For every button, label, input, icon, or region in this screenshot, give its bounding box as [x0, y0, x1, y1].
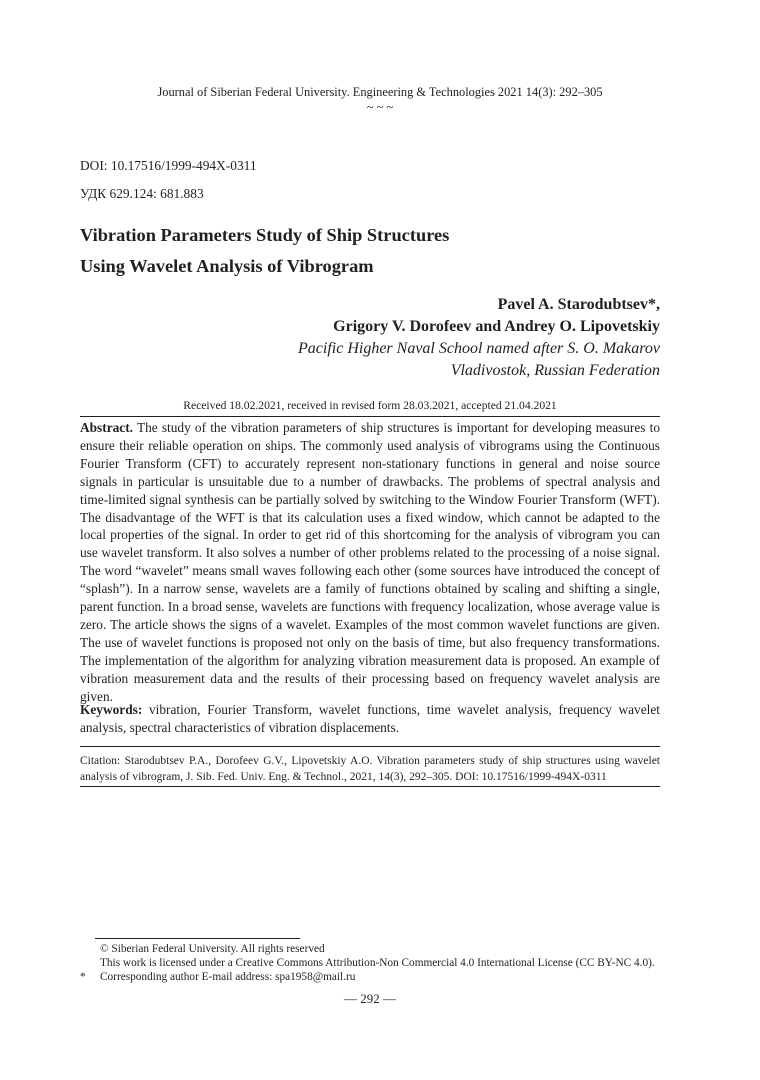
- paper-title-line-2: Using Wavelet Analysis of Vibrogram: [80, 256, 374, 276]
- authors-block: [80, 294, 660, 382]
- authors-line-2: Grigory V. Dorofeev and Andrey O. Lipovetskiy: [333, 318, 660, 335]
- received-dates: Received 18.02.2021, received in revised form 28.03.2021, accepted 21.04.2021: [183, 399, 557, 412]
- footnote-corresponding: Corresponding author E-mail address: spa1958@mail.ru: [100, 971, 356, 983]
- keywords-text: vibration, Fourier Transform, wavelet functions, time wavelet analysis, frequency wavelet analysis, spectral characteristics of vibration displacements.: [80, 702, 660, 735]
- udk: УДК 629.124: 681.883: [80, 186, 204, 201]
- paper-title-line-1: Vibration Parameters Study of Ship Structures: [80, 225, 450, 245]
- abstract-label: Abstract.: [80, 420, 133, 435]
- rule-top: [80, 416, 660, 417]
- footnote-rule: [95, 938, 300, 939]
- abstract-text: The study of the vibration parameters of ship structures is important for developing measures to ensure their reliable operation on ships. The commonly used analysis of vibrograms using the Continuous Fourier Transform (CFT) to accurately represent non-stationary functions in general and noise source signals in particular is unsuitable due to a number of drawbacks. The problems of spectral analysis and time-limited signal synthesis can be partially solved by switching to the Window Fourier Transform (WFT). The disadvantage of the WFT is that its calculation uses a fixed window, which cannot be adapted to the local properties of the signal. In order to get rid of this shortcoming for the analysis of vibrogram you can use wavelet transform. It also solves a number of other problems related to the processing of a noise signal. The word “wavelet” means small waves following each other (some sources have introduced the concept of “splash”). In a narrow sense, wavelets are a family of functions obtained by scaling and shifting a single, parent function. In a broad sense, wavelets are functions with frequency localization, whose average value is zero. The article shows the signs of a wavelet. Examples of the most common wavelet functions are given. The use of wavelet functions is proposed not only on the basis of time, but also frequency transformations. The implementation of the algorithm for analyzing vibration measurement data is proposed. An example of vibration measurement data and the results of their processing based on frequency wavelet analysis are given.: [80, 420, 660, 704]
- citation: Citation: Starodubtsev P.A., Dorofeev G.V., Lipovetskiy A.O. Vibration parameters study of ship structures using wavelet analysis of vibrogram, J. Sib. Fed. Univ. Eng. & Technol., 2021, 14(3), 292–305. DOI: 10.17516/1999-494X-0311: [80, 755, 660, 783]
- footnote-license: This work is licensed under a Creative Commons Attribution-Non Commercial 4.0 International License (CC BY-NC 4.0).: [100, 957, 655, 969]
- rule-citation-bottom: [80, 786, 660, 787]
- footnote-mark: *: [80, 971, 86, 983]
- location: Vladivostok, Russian Federation: [450, 362, 660, 379]
- doi: DOI: 10.17516/1999-494X-0311: [80, 158, 257, 173]
- keywords: [80, 701, 660, 737]
- journal-header: Journal of Siberian Federal University. Engineering & Technologies 2021 14(3): 292–305: [157, 85, 603, 99]
- keywords-label: Keywords:: [80, 702, 143, 717]
- affiliation: Pacific Higher Naval School named after S. O. Makarov: [298, 340, 660, 357]
- authors-line-1: Pavel A. Starodubtsev*,: [497, 296, 660, 313]
- abstract: [80, 419, 660, 706]
- page-number: — 292 —: [344, 991, 396, 1006]
- footnote-copyright: © Siberian Federal University. All rights reserved: [100, 943, 325, 955]
- header-separator: ~ ~ ~: [366, 100, 394, 114]
- rule-citation-top: [80, 746, 660, 747]
